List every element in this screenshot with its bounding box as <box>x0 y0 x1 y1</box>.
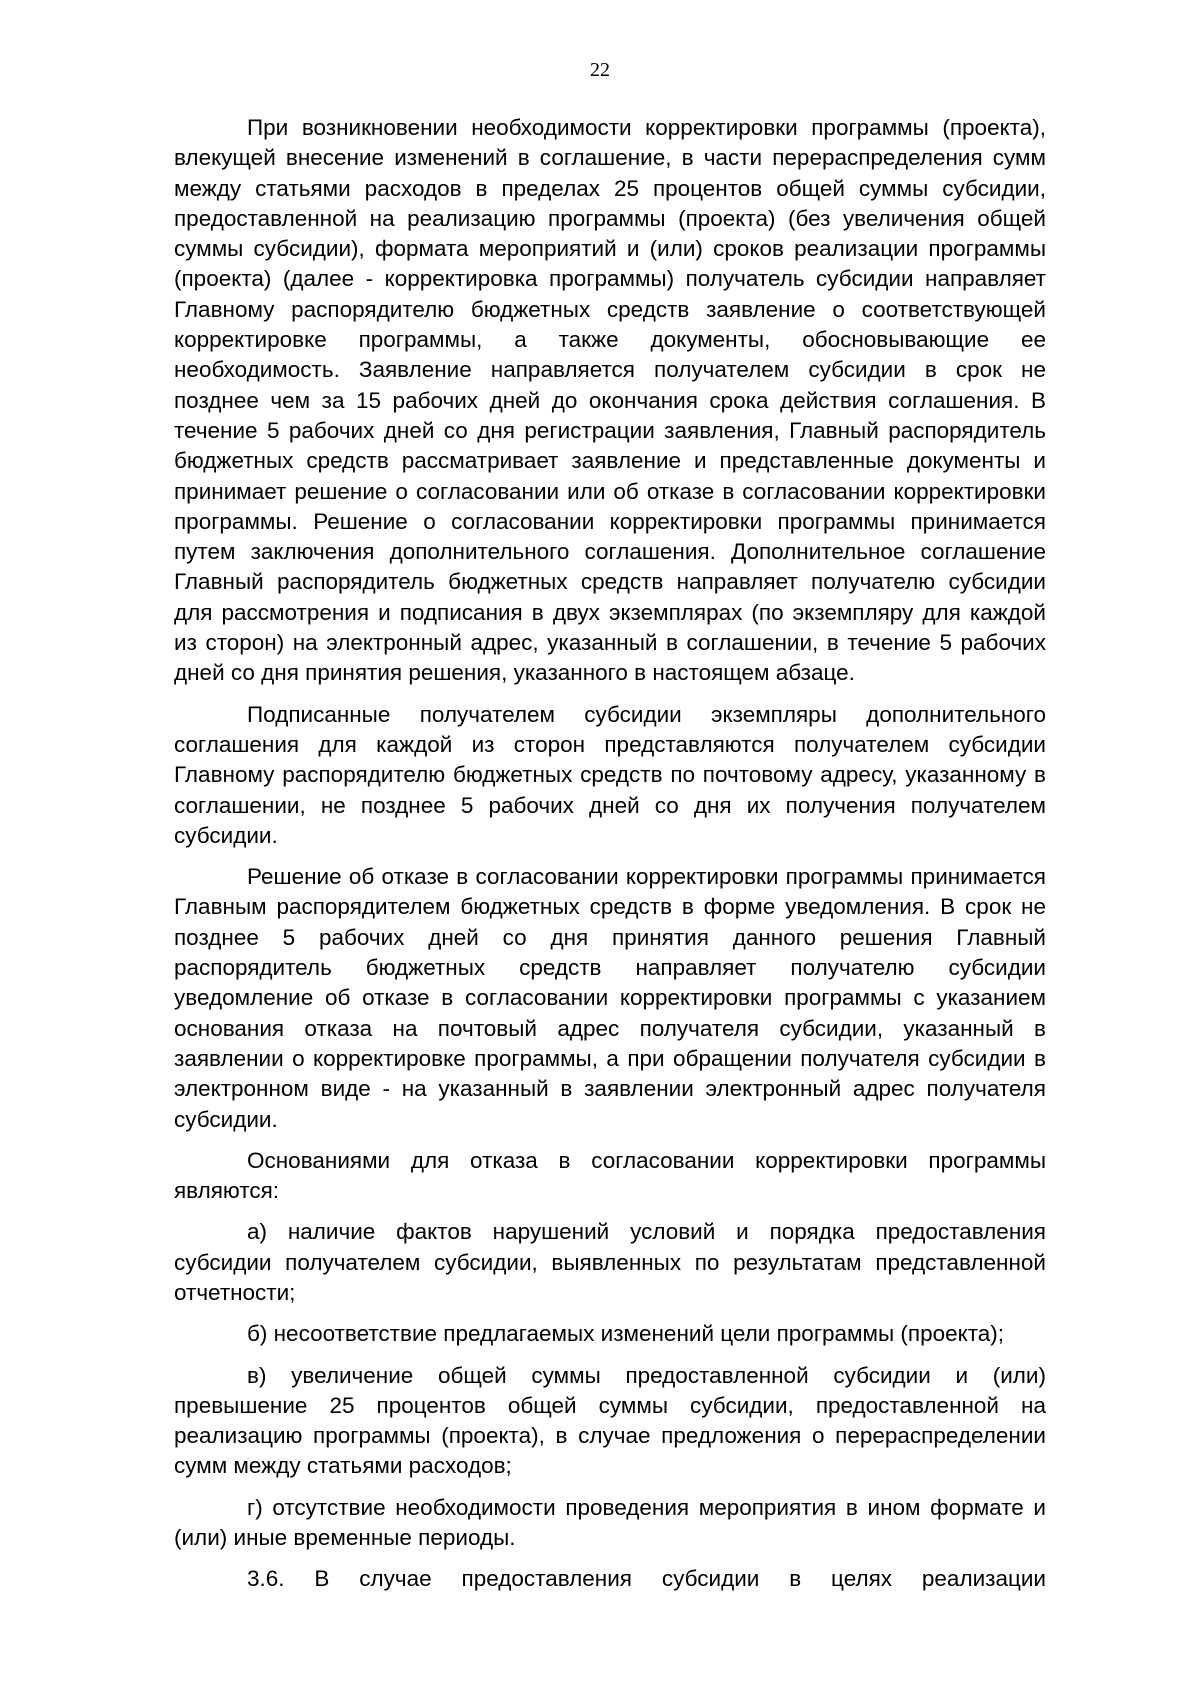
list-item-v: в) увеличение общей суммы предоставленной субсидии и (или) превышение 25 процентов общей суммы субсидии, предоставленной на реализацию программы (проекта), в случае предложения о перераспределении сумм между статьями расходов; <box>174 1362 1046 1479</box>
paragraph-correction-procedure: При возникновении необходимости корректировки программы (проекта), влекущей внесение изменений в соглашение, в части перераспределения сумм между статьями расходов в пределах 25 процентов общей суммы субсидии, предоставленной на реализацию программы (проекта) (без увеличения общей суммы субсидии), формата мероприятий и (или) сроков реализации программы (проекта) (далее - корректировка программы) получатель субсидии направляет Главному распорядителю бюджетных средств заявление о соответствующей корректировке программы, а также документы, обосновывающие ее необходимость. Заявление направляется получателем субсидии в срок не позднее чем за 15 рабочих дней до окончания срока действия соглашения. В течение 5 рабочих дней со дня регистрации заявления, Главный распорядитель бюджетных средств рассматривает заявление и представленные документы и принимает решение о согласовании или об отказе в согласовании корректировки программы. Решение о согласовании корректировки программы принимается путем заключения дополнительного соглашения. Дополнительное соглашение Главный распорядитель бюджетных средств направляет получателю субсидии для рассмотрения и подписания в двух экземплярах (по экземпляру для каждой из сторон) на электронный адрес, указанный в соглашении, в течение 5 рабочих дней со дня принятия решения, указанного в настоящем абзаце. <box>174 115 1046 686</box>
list-item-a: а) наличие фактов нарушений условий и порядка предоставления субсидии получателем субсидии, выявленных по результатам представленной отчетности; <box>174 1219 1046 1305</box>
list-item-b: б) несоответствие предлагаемых изменений цели программы (проекта); <box>247 1321 1005 1347</box>
paragraph-section-3-6: 3.6. В случае предоставления субсидии в целях реализации <box>247 1566 1046 1592</box>
paragraph-refusal-decision: Решение об отказе в согласовании корректировки программы принимается Главным распорядителем бюджетных средств в форме уведомления. В срок не позднее 5 рабочих дней со дня принятия данного решения Главный распорядитель бюджетных средств направляет получателю субсидии уведомление об отказе в согласовании корректировки программы с указанием основания отказа на почтовый адрес получателя субсидии, указанный в заявлении о корректировке программы, а при обращении получателя субсидии в электронном виде - на указанный в заявлении электронный адрес получателя субсидии. <box>174 864 1046 1132</box>
document-body <box>174 113 1046 1595</box>
paragraph-refusal-grounds-intro: Основаниями для отказа в согласовании корректировки программы являются: <box>174 1147 1046 1204</box>
list-item-g: г) отсутствие необходимости проведения мероприятия в ином формате и (или) иные временные периоды. <box>174 1494 1046 1551</box>
page-number: 22 <box>590 59 610 81</box>
paragraph-signed-copies: Подписанные получателем субсидии экземпляры дополнительного соглашения для каждой из сторон представляются получателем субсидии Главному распорядителю бюджетных средств по почтовому адресу, указанному в соглашении, не позднее 5 рабочих дней со дня их получения получателем субсидии. <box>174 701 1046 848</box>
